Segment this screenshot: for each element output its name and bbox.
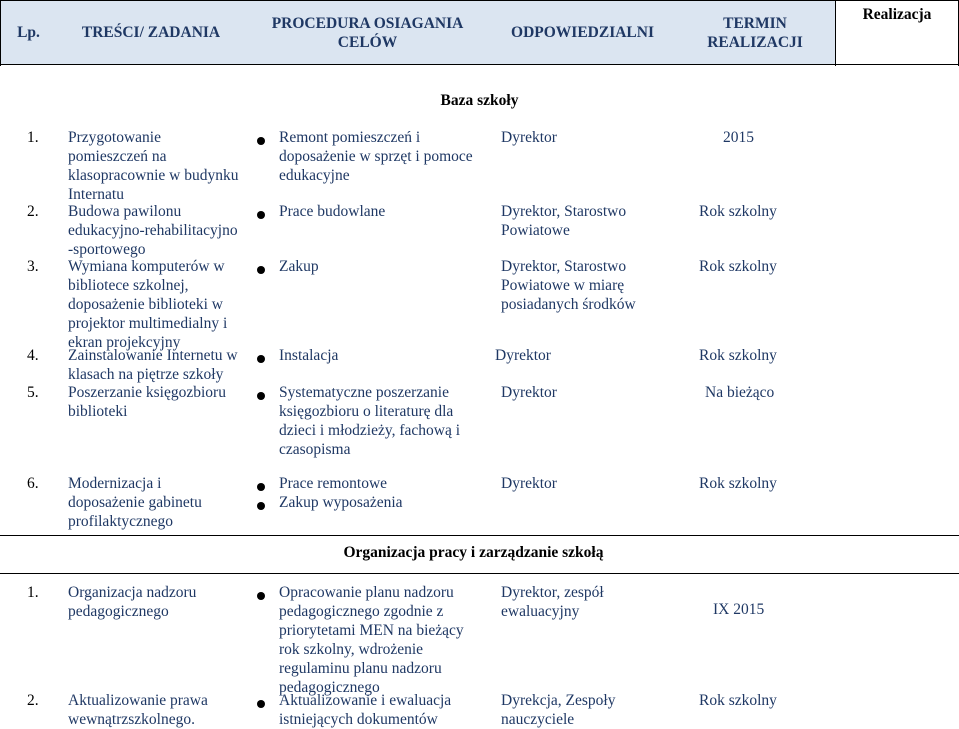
header-realization	[835, 0, 959, 65]
row-number: 1.	[27, 129, 39, 146]
header-realization-label: Realizacja	[862, 6, 932, 23]
responsible-text: Dyrektor	[501, 384, 557, 401]
procedure-text: Zakup	[279, 258, 319, 275]
task-text: Wymiana komputerów w bibliotece szkolnej, doposażenie biblioteki w projektor multimedialny i ekran projekcyjny	[68, 258, 228, 351]
term-text: Rok szkolny	[699, 475, 777, 492]
section-title-baza: Baza szkoły	[440, 92, 519, 109]
row-number: 5.	[27, 384, 39, 401]
bullet-icon	[257, 137, 265, 145]
procedure-text: Systematyczne poszerzanie księgozbioru o literaturę dla dzieci i młodzieży, fachową i czasopisma	[279, 384, 461, 458]
responsible-text: Dyrektor	[495, 347, 551, 364]
bullet-icon	[257, 592, 265, 600]
row-number: 4.	[27, 347, 39, 364]
term-text: Rok szkolny	[699, 203, 777, 220]
bullet-icon	[257, 266, 265, 274]
procedure-text: Instalacja	[279, 347, 339, 364]
task-text: Zainstalowanie Internetu w klasach na piętrze szkoły	[68, 347, 238, 383]
header-responsible-label: ODPOWIEDZIALNI	[511, 24, 654, 41]
responsible-text: Dyrektor	[501, 475, 557, 492]
row-number: 6.	[27, 475, 39, 492]
task-text: Organizacja nadzoru pedagogicznego	[68, 584, 197, 620]
responsible-text: Dyrektor	[501, 129, 557, 146]
header-term-label: TERMIN REALIZACJI	[707, 14, 803, 51]
task-text: Modernizacja i doposażenie gabinetu profilaktycznego	[68, 475, 202, 530]
bullet-icon	[257, 355, 265, 363]
task-text: Przygotowanie pomieszczeń na klasopracownie w budynku Internatu	[68, 129, 239, 203]
procedure-text: Prace remontowe	[279, 475, 388, 492]
header-procedure	[245, 0, 490, 65]
bullet-icon	[257, 211, 265, 219]
header-divider	[0, 0, 1, 66]
procedure-text: Prace budowlane	[279, 203, 386, 220]
row-number: 2.	[27, 692, 39, 709]
responsible-text: Dyrektor, Starostwo Powiatowe w miarę posiadanych środków	[501, 258, 636, 313]
section-divider	[0, 573, 959, 574]
header-tasks	[57, 0, 245, 65]
term-text: 2015	[723, 129, 754, 146]
bullet-icon	[257, 502, 265, 510]
section-divider	[0, 535, 959, 536]
row-number: 1.	[27, 584, 39, 601]
header-responsible	[490, 0, 675, 65]
responsible-text: Dyrekcja, Zespoły nauczyciele	[501, 692, 616, 728]
bullet-icon	[257, 483, 265, 491]
header-tasks-label: TREŚCI/ ZADANIA	[81, 24, 221, 41]
procedure-text: Opracowanie planu nadzoru pedagogicznego zgodnie z priorytetami MEN na bieżący rok szkolny, wdrożenie regulaminu planu nadzoru pedagogicznego	[279, 584, 464, 696]
task-text: Aktualizowanie prawa wewnątrzszkolnego.	[68, 692, 208, 728]
task-text: Poszerzanie księgozbioru biblioteki	[68, 384, 226, 420]
term-text: Rok szkolny	[699, 347, 777, 364]
procedure-text: Aktualizowanie i ewaluacja istniejących dokumentów	[279, 692, 452, 728]
term-text: Rok szkolny	[699, 258, 777, 275]
header-lp	[0, 0, 57, 65]
term-text: IX 2015	[713, 601, 765, 618]
section-title-organizacja: Organizacja pracy i zarządzanie szkołą	[343, 544, 604, 561]
procedure-text: Remont pomieszczeń i doposażenie w sprzęt i pomoce edukacyjne	[279, 129, 473, 184]
header-procedure-label: PROCEDURA OSIAGANIA CELÓW	[271, 14, 464, 51]
task-text: Budowa pawilonu edukacyjno-rehabilitacyjno -sportowego	[68, 203, 238, 258]
row-number: 3.	[27, 258, 39, 275]
bullet-icon	[257, 392, 265, 400]
row-number: 2.	[27, 203, 39, 220]
header-term	[675, 0, 835, 65]
procedure-text: Zakup wyposażenia	[279, 494, 403, 511]
header-divider	[835, 0, 836, 66]
term-text: Na bieżąco	[705, 384, 775, 401]
term-text: Rok szkolny	[699, 692, 777, 709]
header-lp-label: Lp.	[17, 24, 40, 41]
responsible-text: Dyrektor, zespół ewaluacyjny	[501, 584, 604, 620]
responsible-text: Dyrektor, Starostwo Powiatowe	[501, 203, 627, 239]
bullet-icon	[257, 700, 265, 708]
